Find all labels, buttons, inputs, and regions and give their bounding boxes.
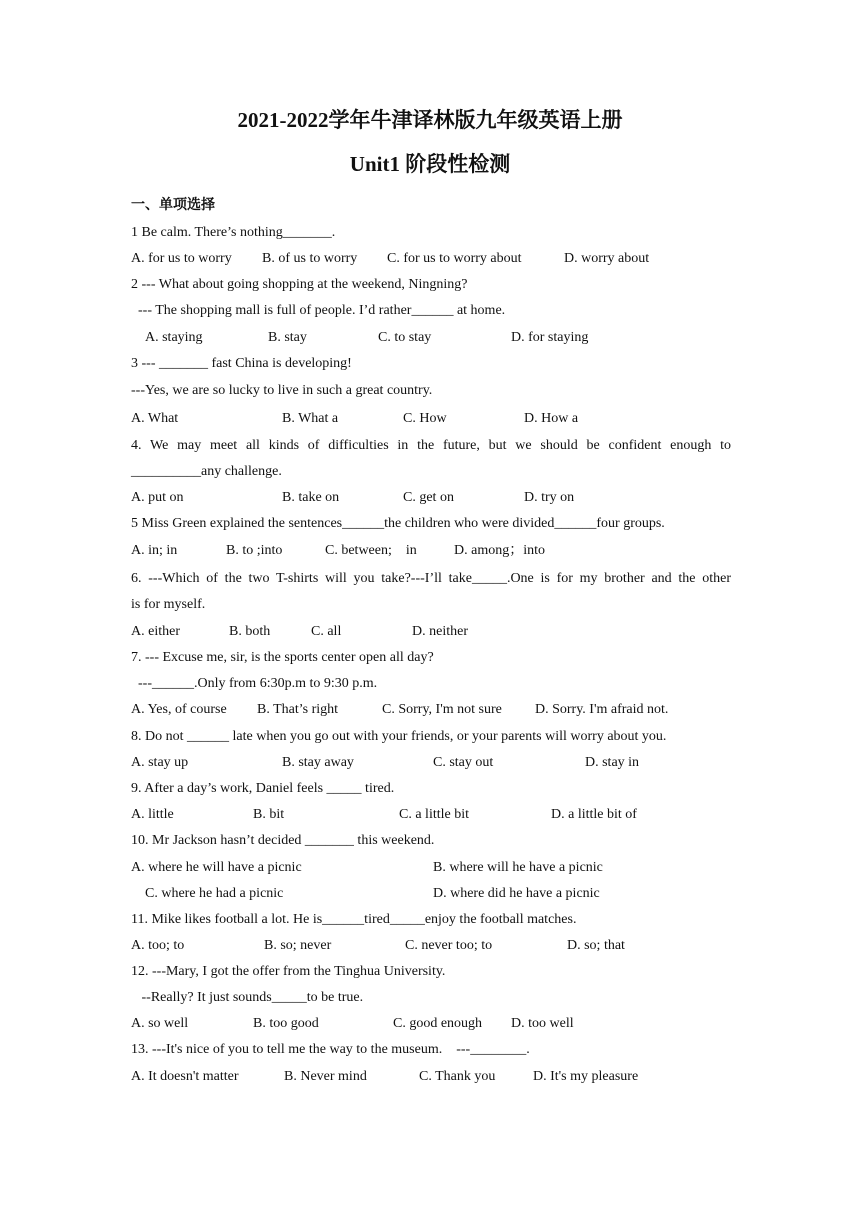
question-10-stem: 10. Mr Jackson hasn’t decided _______ this weekend. — [131, 833, 435, 848]
question-9-option-a: A. little — [131, 807, 174, 822]
question-8-option-c: C. stay out — [433, 755, 494, 770]
question-1-stem: 1 Be calm. There’s nothing_______. — [131, 225, 336, 240]
question-7-option-a: A. Yes, of course — [131, 702, 227, 717]
question-4-option-b: B. take on — [282, 490, 340, 505]
question-11-option-b: B. so; never — [264, 938, 332, 953]
question-8-option-a: A. stay up — [131, 755, 189, 770]
question-5-stem: 5 Miss Green explained the sentences______the children who were divided______four groups. — [131, 516, 665, 531]
question-8-option-d: D. stay in — [585, 755, 640, 770]
question-3-stem: 3 --- _______ fast China is developing! — [131, 356, 352, 371]
question-13-option-c: C. Thank you — [419, 1069, 496, 1084]
question-2-option-c: C. to stay — [378, 330, 432, 345]
exam-subtitle: Unit1 阶段性检测 — [349, 152, 511, 176]
question-5-option-d: D. among；into — [454, 543, 545, 558]
question-6-stem-line2: is for myself. — [131, 597, 206, 612]
question-7-option-c: C. Sorry, I'm not sure — [382, 702, 502, 717]
question-4-option-a: A. put on — [131, 490, 184, 505]
question-4-option-c: C. get on — [403, 490, 454, 505]
question-11-option-d: D. so; that — [567, 938, 625, 953]
question-12-option-b: B. too good — [253, 1016, 319, 1031]
question-1-option-b: B. of us to worry — [262, 251, 358, 266]
question-9-option-c: C. a little bit — [399, 807, 469, 822]
question-4-option-d: D. try on — [524, 490, 575, 505]
question-2-stem: 2 --- What about going shopping at the weekend, Ningning? — [131, 277, 468, 292]
question-10-option-a: A. where he will have a picnic — [131, 860, 302, 875]
question-3-option-c: C. How — [403, 411, 447, 426]
question-13-option-a: A. It doesn't matter — [131, 1069, 239, 1084]
question-1-option-c: C. for us to worry about — [387, 251, 522, 266]
question-8-stem: 8. Do not ______ late when you go out with your friends, or your parents will worry about you. — [131, 729, 667, 744]
question-12-option-d: D. too well — [511, 1016, 574, 1031]
question-1-option-a: A. for us to worry — [131, 251, 232, 266]
question-11-stem: 11. Mike likes football a lot. He is______tired_____enjoy the football matches. — [131, 912, 577, 927]
question-6-option-d: D. neither — [412, 624, 468, 639]
question-3-option-b: B. What a — [282, 411, 339, 426]
question-5-option-b: B. to ;into — [226, 543, 283, 558]
question-1-option-d: D. worry about — [564, 251, 650, 266]
question-9-option-d: D. a little bit of — [551, 807, 637, 822]
question-9-stem: 9. After a day’s work, Daniel feels _____ tired. — [131, 781, 395, 796]
question-7-option-d: D. Sorry. I'm afraid not. — [535, 702, 669, 717]
question-3-option-a: A. What — [131, 411, 179, 426]
question-7-option-b: B. That’s right — [257, 702, 339, 717]
question-12-option-c: C. good enough — [393, 1016, 483, 1031]
exam-title: 2021-2022学年牛津译林版九年级英语上册 — [237, 108, 623, 132]
question-8-option-b: B. stay away — [282, 755, 354, 770]
section-heading: 一、单项选择 — [131, 197, 215, 213]
question-3-stem-line2: ---Yes, we are so lucky to live in such a great country. — [131, 383, 433, 398]
question-2-option-d: D. for staying — [511, 330, 589, 345]
question-7-stem-line2: ---______.Only from 6:30p.m to 9:30 p.m. — [131, 676, 378, 691]
question-4-stem-line2: __________any challenge. — [131, 464, 282, 479]
question-9-option-b: B. bit — [253, 807, 285, 822]
question-10-option-d: D. where did he have a picnic — [433, 886, 600, 901]
question-12-stem: 12. ---Mary, I got the offer from the Tinghua University. — [131, 964, 446, 979]
question-6-option-c: C. all — [311, 624, 342, 639]
question-12-option-a: A. so well — [131, 1016, 189, 1031]
question-4-stem: 4. We may meet all kinds of difficulties in the future, but we should be confident enough to — [131, 438, 731, 453]
question-12-stem-line2: --Really? It just sounds_____to be true. — [131, 990, 364, 1005]
question-11-option-a: A. too; to — [131, 938, 185, 953]
question-11-option-c: C. never too; to — [405, 938, 493, 953]
question-13-option-d: D. It's my pleasure — [533, 1069, 639, 1084]
question-13-option-b: B. Never mind — [284, 1069, 367, 1084]
question-6-option-b: B. both — [229, 624, 271, 639]
question-2-stem-line2: --- The shopping mall is full of people. I’d rather______ at home. — [131, 303, 506, 318]
question-3-option-d: D. How a — [524, 411, 579, 426]
question-5-option-a: A. in; in — [131, 543, 178, 558]
question-6-option-a: A. either — [131, 624, 180, 639]
question-5-option-c: C. between; in — [325, 543, 417, 558]
question-10-option-b: B. where will he have a picnic — [433, 860, 603, 875]
question-10-option-c: C. where he had a picnic — [145, 886, 284, 901]
question-7-stem: 7. --- Excuse me, sir, is the sports center open all day? — [131, 650, 434, 665]
question-13-stem: 13. ---It's nice of you to tell me the way to the museum. ---________. — [131, 1042, 530, 1057]
question-6-stem: 6. ---Which of the two T-shirts will you take?---I’ll take_____.One is for my brother and the other — [131, 571, 731, 586]
question-2-option-a: A. staying — [145, 330, 203, 345]
question-2-option-b: B. stay — [268, 330, 307, 345]
